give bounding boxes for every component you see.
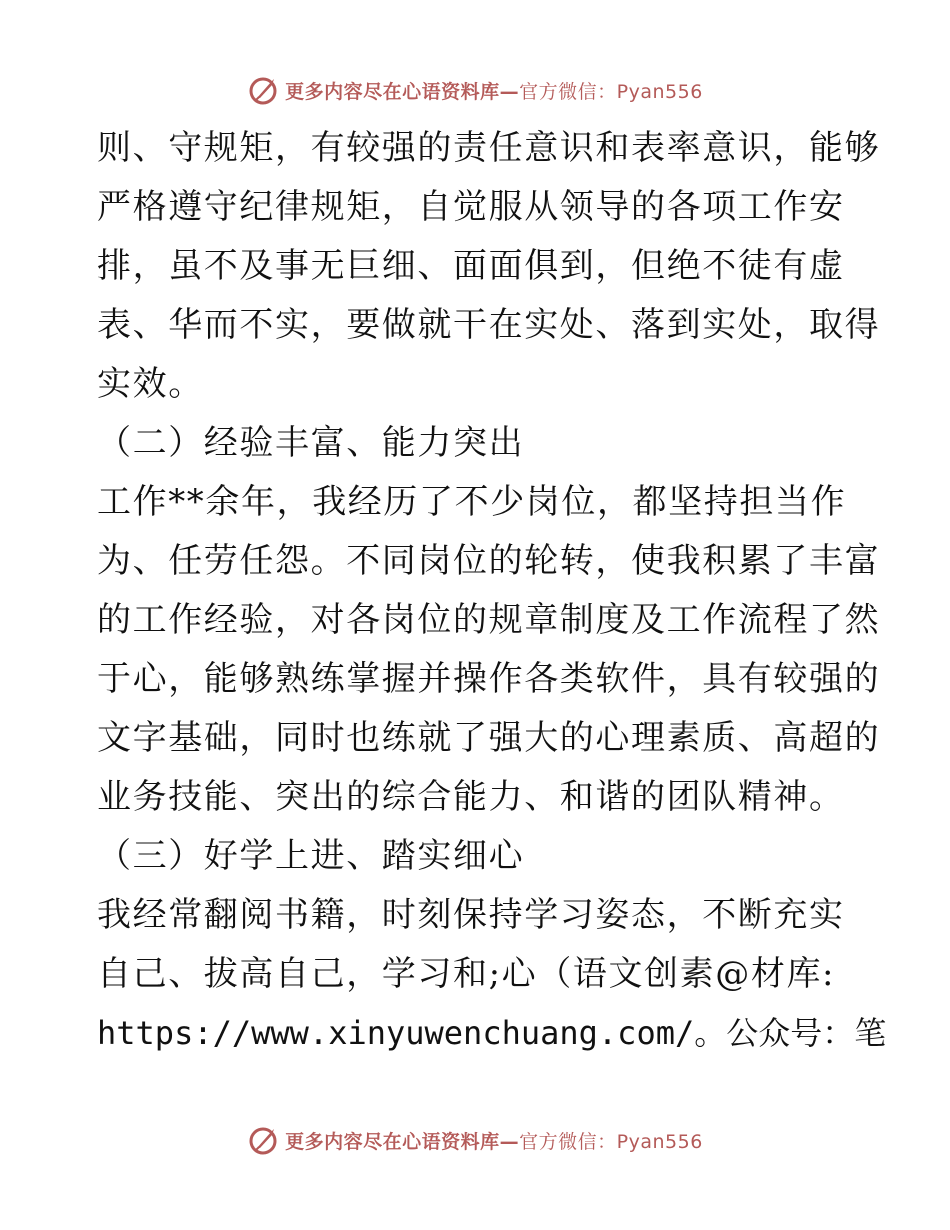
text-line: 自己、拔高自己，学习和;心（语文创素@材库: (97, 954, 836, 994)
section-heading: （三）好学上进、踏实细心 (97, 836, 525, 876)
text-line: 业务技能、突出的综合能力、和谐的团队精神。 (97, 777, 845, 817)
banner-wechat-text: 官方微信：Pyan556 (519, 1130, 703, 1153)
header-banner (0, 70, 950, 110)
footer-banner (0, 1120, 950, 1160)
text-line: 我经常翻阅书籍，时刻保持学习姿态，不断充实 (97, 895, 845, 935)
banner-separator: — (499, 80, 520, 103)
text-line: 文字基础，同时也练就了强大的心理素质、高超的 (97, 718, 881, 758)
url-line: https://www.xinyuwenchuang.com/。公众号：笔 (97, 1014, 887, 1052)
text-line: 于心，能够熟练掌握并操作各类软件，具有较强的 (97, 659, 881, 699)
text-line: 则、守规矩，有较强的责任意识和表率意识，能够 (97, 128, 881, 168)
text-line: 工作**余年，我经历了不少岗位，都坚持担当作 (97, 482, 847, 522)
text-line: 实效。 (97, 364, 204, 404)
banner-separator: — (499, 1130, 520, 1153)
text-line: 表、华而不实，要做就干在实处、落到实处，取得 (97, 305, 881, 345)
document-body (97, 119, 887, 1063)
banner-main-text: 更多内容尽在心语资料库 (285, 1130, 500, 1153)
text-line: 排，虽不及事无巨细、面面俱到，但绝不徒有虚 (97, 246, 845, 286)
text-line: 严格遵守纪律规矩，自觉服从领导的各项工作安 (97, 187, 845, 227)
banner-wechat-text: 官方微信：Pyan556 (519, 80, 703, 103)
quill-logo-icon (247, 74, 279, 106)
banner-main-text: 更多内容尽在心语资料库 (285, 80, 500, 103)
text-line: 的工作经验，对各岗位的规章制度及工作流程了然 (97, 600, 881, 640)
quill-logo-icon (247, 1124, 279, 1156)
banner-text (285, 77, 703, 104)
section-heading: （二）经验丰富、能力突出 (97, 423, 525, 463)
banner-text (285, 1127, 703, 1154)
text-line: 为、任劳任怨。不同岗位的轮转，使我积累了丰富 (97, 541, 881, 581)
